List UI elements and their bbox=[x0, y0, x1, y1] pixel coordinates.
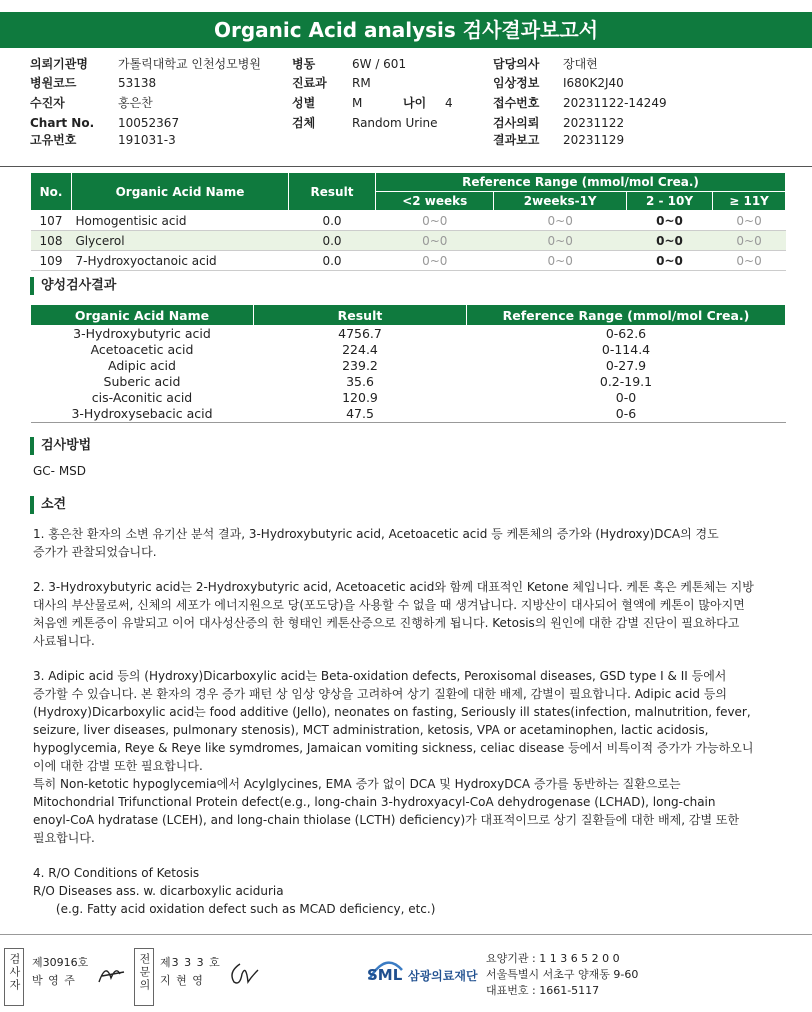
opinion-paragraph-4: 4. R/O Conditions of Ketosis R/O Diseases ass. w. dicarboxylic aciduria (e.g. Fatty acid oxidation defect such as MCAD deficiency, etc.) bbox=[33, 866, 436, 916]
table-row: 3-Hydroxybutyric acid 4756.7 0-62.6 bbox=[73, 326, 647, 341]
info-hospital-code: 병원코드 53138 bbox=[30, 76, 157, 90]
examiner-label: 검사자 bbox=[4, 948, 24, 1006]
reviewer-name: 지 현 영 bbox=[160, 974, 204, 987]
info-sex: 성별 M bbox=[292, 96, 363, 110]
col-name: Organic Acid Name bbox=[31, 305, 254, 326]
table-row: Acetoacetic acid 224.4 0-114.4 bbox=[90, 342, 651, 357]
examiner-no: 제30916호 bbox=[32, 956, 89, 969]
col-ref-ge11y: ≥ 11Y bbox=[713, 192, 786, 211]
info-request-date: 검사의뢰 20231122 bbox=[493, 116, 625, 130]
reference-table bbox=[30, 172, 786, 271]
info-department: 진료과 RM bbox=[292, 76, 371, 90]
info-specimen: 검체 Random Urine bbox=[292, 116, 438, 130]
info-doctor: 담당의사 장대현 bbox=[493, 57, 598, 71]
info-age: 나이 4 bbox=[403, 96, 453, 110]
col-ref: Reference Range (mmol/mol Crea.) bbox=[467, 305, 786, 326]
method-section-title: 검사방법 bbox=[30, 437, 91, 455]
info-unique-no: 고유번호 191031-3 bbox=[30, 133, 176, 147]
report-title: Organic Acid analysis 검사결과보고서 bbox=[0, 12, 812, 48]
col-result: Result bbox=[254, 305, 467, 326]
info-receipt-no: 접수번호 20231122-14249 bbox=[493, 96, 667, 110]
table-row: cis-Aconitic acid 120.9 0-0 bbox=[91, 390, 637, 405]
org-name: 삼광의료재단 bbox=[408, 969, 478, 983]
examiner-name: 박 영 주 bbox=[32, 974, 76, 987]
examiner-signature bbox=[96, 958, 128, 990]
org-code: 요양기관 : 1 1 3 6 5 2 0 0 bbox=[486, 952, 620, 965]
col-name: Organic Acid Name bbox=[72, 173, 289, 211]
col-ref-2w1y: 2weeks-1Y bbox=[494, 192, 626, 211]
opinion-paragraph-1: 1. 홍은찬 환자의 소변 유기산 분석 결과, 3-Hydroxybutyric acid, Acetoacetic acid 등 케톤체의 증가와 (Hydroxy)DCA의 경도 증가가 관찰되었습니다. bbox=[33, 527, 719, 559]
org-address: 서울특별시 서초구 양재동 9-60 bbox=[486, 968, 639, 981]
col-no: No. bbox=[31, 173, 72, 211]
info-report-date: 결과보고 20231129 bbox=[493, 133, 625, 147]
table-row: 107 Homogentisic acid 0.0 0~0 0~0 0~0 0~0 bbox=[31, 211, 786, 231]
opinion-paragraph-3: 3. Adipic acid 등의 (Hydroxy)Dicarboxylic acid는 Beta-oxidation defects, Peroxisomal diseases, GSD type I & II 등에서 증가할 수 있습니다. 본 환자의 경우 증가 패턴 상 임상 양상을 고려하여 상기 질환에 대한 배제, 감별이 필요합니다. Adipic acid 등의 (Hydroxy)Dicarboxylic acid는 food additive (Jello), neonates on fasting, Seriously ill states(infection, malnutrition, fever, seizure, liver diseases, pulmonary stenosis), MCT administration, ketosis, VPA or acetaminophen, lactic acidosis, hypoglycemia, Reye & Reye like symdromes, Jamaican vomiting sickness, celiac disease 등에서 비특이적 증가가 가능하오니 이에 대한 감별 또한 필요합니다. 특히 Non-ketotic hypoglycemia에서 Acylglycines, EMA 증가 없이 DCA 및 HydroxyDCA 증가를 동반하는 질환으로는 Mitochondrial Trifunctional Protein defect(e.g., long-chain 3-hydroxyacyl-CoA dehydrogenase (LCHAD), long-chain enoyl-CoA hydratase (LCEH), and long-chain thiolase (LCTH) deficiency)가 대표적이므로 상기 질환들에 대한 배제, 감별 또한 필요합니다. bbox=[33, 669, 754, 845]
table-row: 109 7-Hydroxyoctanoic acid 0.0 0~0 0~0 0~0 0~0 bbox=[31, 251, 786, 271]
sml-logo: SML bbox=[367, 958, 405, 986]
table-row: 108 Glycerol 0.0 0~0 0~0 0~0 0~0 bbox=[31, 231, 786, 251]
method-value: GC- MSD bbox=[33, 464, 87, 478]
reviewer-signature bbox=[226, 958, 262, 990]
col-result: Result bbox=[289, 173, 376, 211]
info-clinical: 임상정보 I680K2J40 bbox=[493, 76, 624, 90]
info-patient: 수진자 홍은찬 bbox=[30, 96, 153, 110]
info-chart-no: Chart No. 10052367 bbox=[30, 116, 180, 130]
col-ref: Reference Range (mmol/mol Crea.) bbox=[376, 173, 786, 192]
col-ref-lt2w: <2 weeks bbox=[376, 192, 494, 211]
table-row: 3-Hydroxysebacic acid 47.5 0-6 bbox=[31, 406, 786, 423]
positive-results-table bbox=[30, 304, 786, 423]
info-ward: 병동 6W / 601 bbox=[292, 57, 407, 71]
divider bbox=[0, 166, 812, 167]
info-hospital: 의뢰기관명 가톨릭대학교 인천성모병원 bbox=[30, 57, 261, 71]
footer-divider bbox=[0, 934, 812, 935]
positive-section-title: 양성검사결과 bbox=[30, 277, 116, 295]
footer bbox=[0, 946, 812, 1008]
org-phone: 대표번호 : 1661-5117 bbox=[486, 984, 600, 997]
reviewer-no: 제3 3 3 호 bbox=[160, 956, 221, 969]
table-row: Suberic acid 35.6 0.2-19.1 bbox=[103, 374, 653, 389]
col-ref-2-10y: 2 - 10Y bbox=[626, 192, 712, 211]
reviewer-label: 전문의 bbox=[134, 948, 154, 1006]
opinion-paragraph-2: 2. 3-Hydroxybutyric acid는 2-Hydroxybutyric acid, Acetoacetic acid와 함께 대표적인 Ketone 체입니다. 케톤 혹은 케톤체는 지방 대사의 부산물로써, 신체의 세포가 에너지원으로 당(포도당)을 사용할 수 없을 때 생겨납니다. 지방산이 대사되어 혈액에 케톤이 많아지면 처음엔 케톤증이 유발되고 이어 대사성산증의 한 형태인 케톤산증으로 진행하게 됩니다. Ketosis의 원인에 대한 감별 진단이 필요하다고 사료됩니다. bbox=[33, 580, 754, 648]
opinion-section-title: 소견 bbox=[30, 496, 66, 514]
table-row: Adipic acid 239.2 0-27.9 bbox=[108, 358, 647, 373]
